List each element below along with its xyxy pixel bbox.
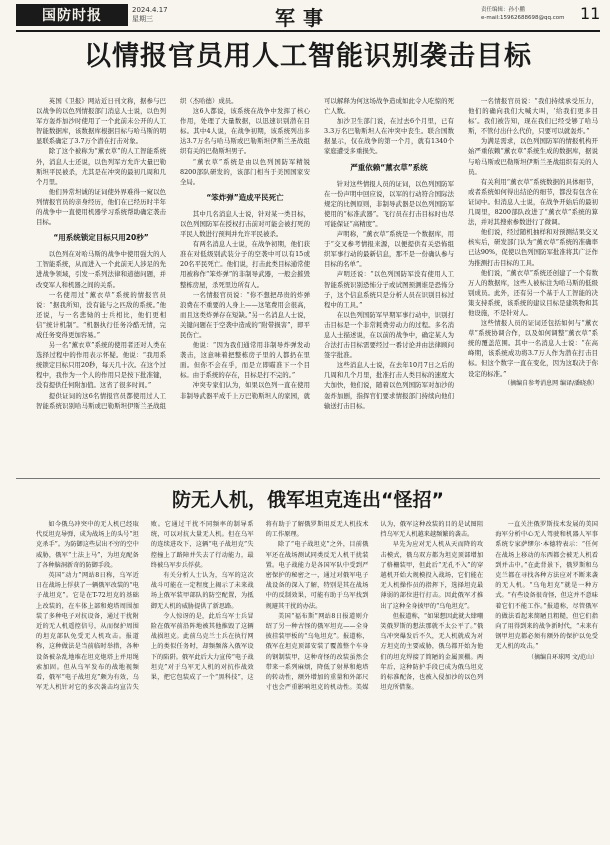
paragraph: 早先为应对无人机从天而降的攻击模式，俄乌双方都为坦克顶部增加了格栅装甲，但此后“无孔不入”的穿越机开始大规模投入战场，它们能在无人机操作员的指挥下，选择坦克最薄弱的部位进行打击。因此俄军才推出了这种全身披甲的“乌龟坦克”。 [380, 541, 484, 610]
article-divider [16, 478, 600, 479]
paragraph: 令人惊讶的是，此后乌军士兵冒险在俄军前沿阵地被其他推毁了这辆战损坦克。此前乌克兰士兵在执行网上的类似任务时，却频频落入俄军设下的陷阱。俄军此后大力宣传“电子战坦克”对于乌军无人机的对抗作战效果，把它包装成了一个“黑科技”，这将有助于了解俄罗斯用反无人机技术的工作原理。 [150, 521, 369, 682]
paragraph: 如今俄乌冲突中的无人机已经取代反坦克导弹，成为战场上的头号“坦克杀手”。为防御这些层出不穷的空中威胁，俄军“土法上马”，为坦克配备了各种脑洞新奇的防御手段。 [36, 521, 139, 569]
newspaper-logo: 国防时报 [16, 4, 128, 26]
paragraph: 美国“福布斯”网站8日报道则介绍了另一种古怪的俄军坦克——全身披挂装甲板的“乌龟坦克”。报道称，俄军在坦克顶部安装了覆盖整个车身的钢制装甲，这种奇怪的改装虽然会带来一系列麻烦，降低了射界和炮塔的转动性，额外增加的重量和外部尺寸也会严重影响坦克的机动性。美媒认为，俄军这种改装的目的是试图阻挡乌军无人机越来越频繁的袭击。 [265, 521, 484, 692]
paragraph: 另一名“薰衣草”系统的使用者还对人类在选择过程中的作用表示怀疑。他说：“我用系统锁定目标只用20秒，每天几十次。在这个过程中，我作为一个人的作用只是按下批准键，没有提供任何附加值。这省了很多时间。” [36, 341, 166, 390]
subheading: “笨炸弹”造成平民死亡 [206, 192, 284, 202]
paragraph: 一名使用过“薰衣草”系统的情报官员说：“据我所知，没有能与之匹敌的系统。”他还说，与一名悲恸的士兵相比，他们更相信“统计机制”。“机器执行任务冷酷无情，完成任务变得更加容易。” [36, 290, 166, 339]
paragraph: 提供证词的这6名情报官员都使用过人工智能系统识别哈马斯或巴勒斯坦伊斯兰圣战组织（杰哈德）成员。 [36, 97, 238, 410]
paragraph: 声明还说：“以色列国防军没有使用人工智能系统识别恐怖分子或试图预测谁是恐怖分子，这个信息系统只是分析人员在识别目标过程中的工具。” [324, 270, 454, 309]
issue-date: 2024.4.17 [132, 6, 168, 14]
paragraph: 有关利用“薰衣草”系统数据的具体细节，或者系统如何得出结论的细节，都没有包含在证词中。但消息人士说，在战争开始后的最初几周里，8200部队改进了“薰衣草”系统的算法，并对其搜索参数进行了微调。 [468, 177, 598, 227]
paragraph: 英国“动力”网站8日称，乌军近日在战场上俘获了一辆俄军改装的“电子战坦克”。它是在T-72坦克的基础上改装的，在车体上部和炮塔周围加装了多种电子对抗设备，通过干扰附近的无人机遥控信号，从而保护周围的坦克部队免受无人机攻击。报道称，这种做法是当前临时举措，各种设备被杂乱地堆在坦克炮塔上并用绳索加固。但从乌军发布的战地视频看，俄军“电子战坦克”颇为有效，乌军无人机针对它的多次袭击均宣告失败。它通过干扰不同频率的制导系统，可以对抗大量无人机。但在乌军的连续进攻下，这辆“电子战坦克”失控撞上了路障并失去了行动能力，最终被乌军步兵俘获。 [36, 521, 254, 692]
paragraph: 除了“电子战坦克”之外，目前俄军还在战场测试同类反无人机干扰装置。电子战能力是各国军队中受到严密保护的秘密之一，通过对俄军电子战设备的深入了解，特别是其在战场中的反制效果，可能有助于乌军找到规避其干扰的办法。 [265, 541, 369, 610]
paragraph: 加沙卫生部门说，在过去6个月里，已有3.3万名巴勒斯坦人在冲突中丧生。联合国数据显示，仅在战争的第一个月，就有1340个家庭遭受多重损失。 [324, 117, 454, 156]
article2-title: 防无人机，俄军坦克连出“怪招” [172, 489, 444, 511]
paragraph: 他们说，经过随机抽样和对预测结果交叉核实后，研发部门认为“薰衣草”系统的准确率已达90%，促使以色列国防军批准将其广泛作为推测打击目标的工具。 [468, 228, 598, 267]
paragraph: 这些消息人士说，在去年10月7日之后的几周和几个月里，批准打击人类目标的速度大大加快，他们说，随着以色列国防军对加沙的轰炸加剧，指挥官们要求情报部门持续向他们输送打击目标。 [324, 361, 454, 410]
paragraph: 这6人都说，该系统在战争中发挥了核心作用，处理了大量数据，以迅速识别潜在目标。其中4人说，在战争初期，该系统列出多达3.7万名与哈马斯或巴勒斯坦伊斯兰圣战组织有关的巴勒斯坦男子。 [180, 107, 310, 156]
paragraph: 除了这个被称为“薰衣草”的人工智能系统外，消息人士还说，以色列军方允许大量巴勒斯坦平民被杀，尤其是在冲突的最初几周和几个月里。 [36, 147, 166, 186]
masthead-rule [16, 30, 600, 32]
paragraph: 这些情报人员的证词还包括如何与“薰衣草”系统协调合作，以及如何调整“薰衣草”系统的覆盖范围。其中一名消息人士说：“在高峰期，该系统成功将3.7万人作为潜在打击目标。但这个数字一直在变化，因为这取决于你设定的标准。” [468, 319, 598, 378]
paragraph: 声明称，“薰衣草”系统是一个数据库，用于“交叉参考情报来源，以便提供有关恐怖组织军事行动的最新信息，那不是一份确认参与目标的名单”。 [324, 230, 454, 269]
paragraph: 针对这些情报人员的证词，以色列国防军在一份声明中回应说，以军的行动符合国际法规定的比例原则，非制导武器是以色列国防军使用的“标准武器”。飞行员在打击目标时也尽可能保证“高精度”。 [324, 179, 454, 228]
paragraph: 一名情报官员说：“我们持续承受压力，他们的确向我们大喊大叫，‘给我们更多目标’。我们被告知，现在我们已经受够了哈马斯，不管付出什么代价，只要可以就轰炸。” [468, 97, 598, 136]
paragraph: “薰衣草”系统是由以色列国防军精锐8200部队研发的，该部门相当于美国国家安全局。 [180, 157, 310, 186]
paragraph: 一名情报官员说：“你不想把昂贵的炸弹浪费在不重要的人身上——这笔费用会很高，而且这类炸弹存在短缺。”另一名消息人士说，关键问题在于空袭中造成的“附带损害”，即平民伤亡。 [180, 290, 310, 339]
source-credit: （摘编自参考消息网 编译/潘晓燕） [504, 379, 598, 387]
paragraph: 一直关注俄罗斯技术发展的美国海军分析中心无人驾驶和机器人军事系统专家萨缪尔·本德特表示：“任何在战场上移动的东西都会被无人机看到并击中。”在此背景下，俄罗斯和乌克兰都在寻找各种方法应对不断来袭的无人机。“乌龟坦克”就是一种方式。“有些设备很奇怪，但这并不意味着它们不能工作。”报道称，尽管俄军的做法看起来简陋且粗糙，但它们指向了用得到来的战争新时代，“未来有钢甲坦克都必须有额外的保护以免受无人机的攻击。” [495, 521, 598, 651]
dateline [132, 6, 168, 24]
paragraph: 他们说，“薰衣草”系统还创建了一个有数万人的数据库，这些人被标注为哈马斯的低级别成员。此外，还有另一个基于人工智能的决策支持系统，该系统的建议目标是建筑物和其他设施，不是针对人。 [468, 268, 598, 317]
page-number: 11 [580, 4, 601, 23]
paragraph: 有关分析人士认为，乌军的这次战斗可能在一定程度上揭示了未来战场上俄军装甲部队的防空配置，为抵御无人机的威胁提供了新思路。 [150, 572, 254, 610]
paragraph: 有两名消息人士说，在战争初期，他们获准在对低级别武装分子的空袭中可以有15或20名平民死亡。他们说，打击此类目标通常使用被称作“笨炸弹”的非制导武器，一般会摧毁整栋房屋，杀死里边所有人。 [180, 240, 310, 289]
issue-weekday: 星期三 [132, 15, 153, 23]
editor-name: 责任编辑：孙小鹏 [481, 7, 526, 13]
paragraph: 以色列在对哈马斯的战争中使用强大的人工智能系统，从而进入一个此前无人涉足的先进战争领域，引发一系列法律和道德问题，并改变军人和机器之间的关系。 [36, 250, 166, 289]
masthead [0, 0, 610, 32]
editor-info [481, 6, 564, 22]
paragraph: 为满足需求，以色列国防军的情报机构开始严重依赖“薰衣草”系统生成的数据库，据说与哈马斯或巴勒斯坦伊斯兰圣战组织有关的人员。 [468, 137, 598, 176]
article1-body [36, 96, 598, 472]
paragraph: 但报道称，“如果想因此就大肆嘲笑俄罗斯的想法那就不太公平了。”俄乌冲突爆发后不久，无人机就成为对方坦克的主要威胁，俄乌都开始为他们的坦克焊接了简陋的金属顶棚。两年后，这种防护手段已成为俄乌坦克的标准配备，也被入侵加沙的以色列坦克所借鉴。 [380, 612, 484, 692]
paragraph: 他们异常坦诚的证词使外界难得一窥以色列情报官员的亲身经历，他们在已经历时半年的战争中一直使用机器学习系统帮助确定袭击目标。 [36, 187, 166, 227]
paragraph: 英国《卫报》网站近日刊文称，据参与巴以战争的以色列情报部门消息人士说，以色列军方轰炸加沙时使用了一个此前未公开的人工智能数据库，该数据库根据目标与哈马斯的明显联系确定了3.7万个潜在打击对象。 [36, 97, 166, 146]
paragraph: 其中几名消息人士说，针对某一类目标，以色列国防军在授权打击前对可能会被打死的平民人数进行预判并允许平民被杀。 [180, 209, 310, 239]
article1-title: 以情报官员用人工智能识别袭击目标 [84, 41, 532, 72]
subheading: “用系统锁定目标只用20秒” [53, 233, 149, 243]
subheading: 严重依赖“薰衣草”系统 [350, 162, 428, 172]
section-title: 军事 [275, 6, 331, 30]
paragraph: 冲突专家们认为，如果以色列一直在使用非制导武器平成千上万巴勒斯坦人的家园，就可以解释为何这场战争造成如此令人吃惊的死亡人数。 [180, 97, 454, 400]
article2-body [36, 520, 598, 838]
editor-email: e-mail:15962688698@qq.com [481, 15, 565, 21]
paragraph: 他说：“因为我们通常用非制导炸弹发动袭击，这意味着把整栋房子里的人都扔在里面。但你不会在乎，而是立即瞄准下一个目标。由于系统的存在，目标是打不完的。” [180, 341, 310, 380]
paragraph: 在以色列国防军早期军事行动中，识别打击目标是一个非常耗费劳动力的过程。多名消息人士描述说，在以前的战争中，确定某人为合法打击目标需要经过一番讨论并由法律顾问签字批准。 [324, 310, 454, 360]
source-credit: （摘编自环球网 文/范山） [528, 653, 598, 661]
